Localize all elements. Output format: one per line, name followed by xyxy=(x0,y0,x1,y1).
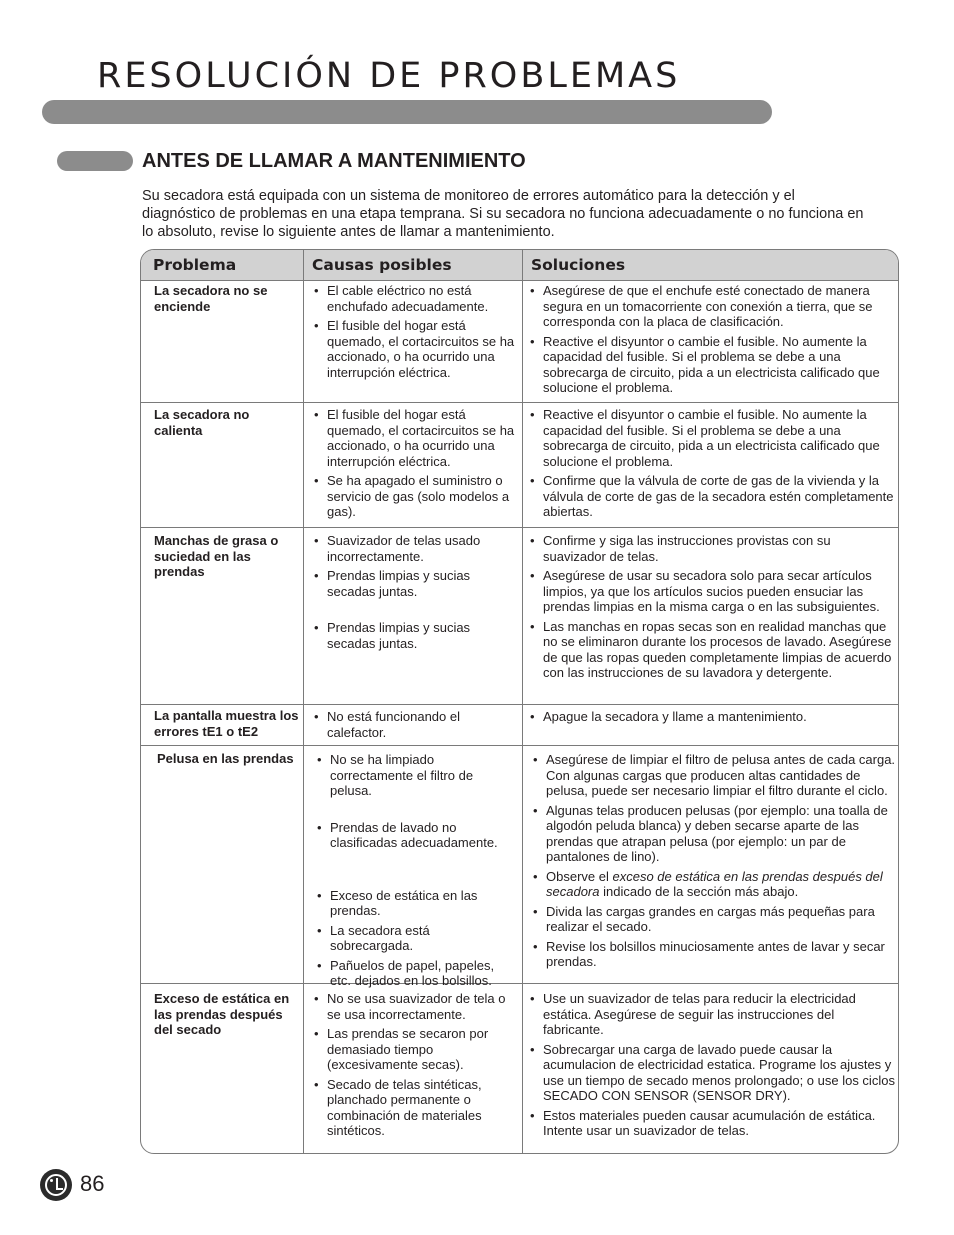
table-row-solutions xyxy=(527,533,897,685)
table-row-causes xyxy=(314,752,516,993)
row-divider xyxy=(141,402,898,403)
row-divider xyxy=(141,983,898,984)
list-item: • Las manchas en ropas secas son en realidad manchas que no se eliminaron durante los procesos de lavado. Asegúrese de que las ropas queden completamente limpias de acuerdo con las instrucciones de su lavadora y detergente. xyxy=(527,619,897,681)
list-item: • Apague la secadora y llame a mantenimiento. xyxy=(527,709,897,725)
header-problem: Problema xyxy=(153,256,237,274)
list-item: • No está funcionando el calefactor. xyxy=(311,709,516,740)
list-item: • Se ha apagado el suministro o servicio de gas (solo modelos a gas). xyxy=(311,473,516,520)
row-divider xyxy=(141,704,898,705)
row-divider xyxy=(141,527,898,528)
intro-paragraph: Su secadora está equipada con un sistema de monitoreo de errores automático para la detección y el diagnóstico de problemas en una etapa temprana. Si su secadora no funciona adecuadamente o no funciona en lo absoluto, revise lo siguiente antes de llamar a mantenimiento. xyxy=(142,188,864,240)
table-header xyxy=(141,250,898,280)
list-item: • Reactive el disyuntor o cambie el fusible. No aumente la capacidad del fusible. Si el problema se debe a una sobrecarga de circuito, pida a un electricista calificado que solucione el problema. xyxy=(527,334,897,396)
table-row-solutions xyxy=(527,991,897,1143)
list-item: • No se usa suavizador de tela o se usa incorrectamente. xyxy=(311,991,516,1022)
list-item: • Asegúrese de limpiar el filtro de pelusa antes de cada carga. Con algunas cargas que producen altas cantidades de pelusa, puede ser necesario limpiar el filtro durante el ciclo. xyxy=(530,752,897,799)
list-item: • Prendas de lavado no clasificadas adecuadamente. xyxy=(314,820,516,851)
row-divider xyxy=(141,745,898,746)
table-row-causes xyxy=(311,991,516,1143)
table-row-problem: Pelusa en las prendas xyxy=(157,751,294,766)
table-row-problem: Exceso de estática en las prendas después del secado xyxy=(154,991,290,1037)
table-row-problem: La secadora no se enciende xyxy=(154,283,268,314)
list-item: • Reactive el disyuntor o cambie el fusible. No aumente la capacidad del fusible. Si el problema se debe a una sobrecarga de circuito, pida a un electricista calificado que solucione el problema. xyxy=(527,407,897,469)
table-row-causes xyxy=(311,533,516,655)
list-item: • Las prendas se secaron por demasiado tiempo (excesivamente secas). xyxy=(311,1026,516,1073)
page-title: RESOLUCIÓN DE PROBLEMAS xyxy=(97,56,681,96)
list-item: • Suavizador de telas usado incorrectamente. xyxy=(311,533,516,564)
list-item: • No se ha limpiado correctamente el filtro de pelusa. xyxy=(314,752,516,799)
list-item: • Algunas telas producen pelusas (por ejemplo: una toalla de algodón peluda blanca) y deben secarse aparte de las prendas que atrapan pelusa (por ejemplo: un par de pantalones de lino). xyxy=(530,803,897,865)
spacer xyxy=(314,803,516,820)
header-causes: Causas posibles xyxy=(312,256,452,274)
table-row-causes xyxy=(311,407,516,524)
table-row-solutions xyxy=(527,709,897,729)
list-item: • Use un suavizador de telas para reducir la electricidad estática. Asegúrese de seguir las instrucciones del fabricante. xyxy=(527,991,897,1038)
table-row-problem: Manchas de grasa o suciedad en las prendas xyxy=(154,533,279,579)
section-marker-pill xyxy=(57,151,133,171)
list-item xyxy=(530,869,897,900)
list-item: • El fusible del hogar está quemado, el cortacircuitos se ha accionado, o ha ocurrido una interrupción eléctrica. xyxy=(311,318,516,380)
list-item: • Sobrecargar una carga de lavado puede causar la acumulacion de electricidad estatica. Programe los ajustes y use un tiempo de secado menos prolongado; o use los ciclos SECADO CON SENSOR (SENSOR DRY). xyxy=(527,1042,897,1104)
list-item: • Exceso de estática en las prendas. xyxy=(314,888,516,919)
title-underline-bar xyxy=(42,100,772,124)
list-item: • Revise los bolsillos minuciosamente antes de lavar y secar prendas. xyxy=(530,939,897,970)
table-row-problem: La secadora no calienta xyxy=(154,407,250,438)
section-heading: ANTES DE LLAMAR A MANTENIMIENTO xyxy=(142,150,526,172)
table-row-problem: La pantalla muestra los errores tE1 o tE2 xyxy=(154,708,299,739)
column-divider xyxy=(522,250,523,1153)
list-item: • Pañuelos de papel, papeles, etc. dejados en los bolsillos. xyxy=(314,958,516,989)
table-row-solutions xyxy=(527,407,897,524)
list-item: • Confirme que la válvula de corte de gas de la vivienda y la válvula de corte de gas de la secadora estén completamente abiertas. xyxy=(527,473,897,520)
page-number: 86 xyxy=(80,1171,105,1196)
list-item: • El fusible del hogar está quemado, el cortacircuitos se ha accionado, o ha ocurrido una interrupción eléctrica. xyxy=(311,407,516,469)
table-row-causes xyxy=(311,283,516,384)
observe-text: Observe el xyxy=(546,868,613,884)
table-row-solutions xyxy=(527,283,897,400)
row-divider xyxy=(141,280,898,281)
lg-logo-icon xyxy=(40,1169,72,1201)
list-item: • La secadora está sobrecargada. xyxy=(314,923,516,954)
table-row-causes xyxy=(311,709,516,744)
list-item: • El cable eléctrico no está enchufado adecuadamente. xyxy=(311,283,516,314)
list-item: • Asegúrese de que el enchufe esté conectado de manera segura en un tomacorriente con conexión a tierra, que se corresponda con la placa de clasificación. xyxy=(527,283,897,330)
observe-reference: exceso de estática en las prendas después del secadora xyxy=(546,868,883,899)
list-item: • Asegúrese de usar su secadora solo para secar artículos limpios, ya que los artículos sucios pueden ensuciar las prendas limpias en la misma carga o en las subsiguientes. xyxy=(527,568,897,615)
spacer xyxy=(314,855,516,888)
observe-text: indicado de la sección más abajo. xyxy=(599,884,799,899)
list-item: • Secado de telas sintéticas, planchado permanente o combinación de materiales sintéticos. xyxy=(311,1077,516,1139)
list-item: • Prendas limpias y sucias secadas juntas. xyxy=(311,620,516,651)
troubleshooting-table xyxy=(140,249,899,1154)
list-item: • Estos materiales pueden causar acumulación de estática. Intente usar un suavizador de telas. xyxy=(527,1108,897,1139)
table-row-solutions xyxy=(530,752,897,974)
list-item: • Confirme y siga las instrucciones provistas con su suavizador de telas. xyxy=(527,533,897,564)
header-solutions: Soluciones xyxy=(531,256,626,274)
list-item: • Divida las cargas grandes en cargas más pequeñas para realizar el secado. xyxy=(530,904,897,935)
list-item: • Prendas limpias y sucias secadas juntas. xyxy=(311,568,516,599)
spacer xyxy=(311,603,516,620)
